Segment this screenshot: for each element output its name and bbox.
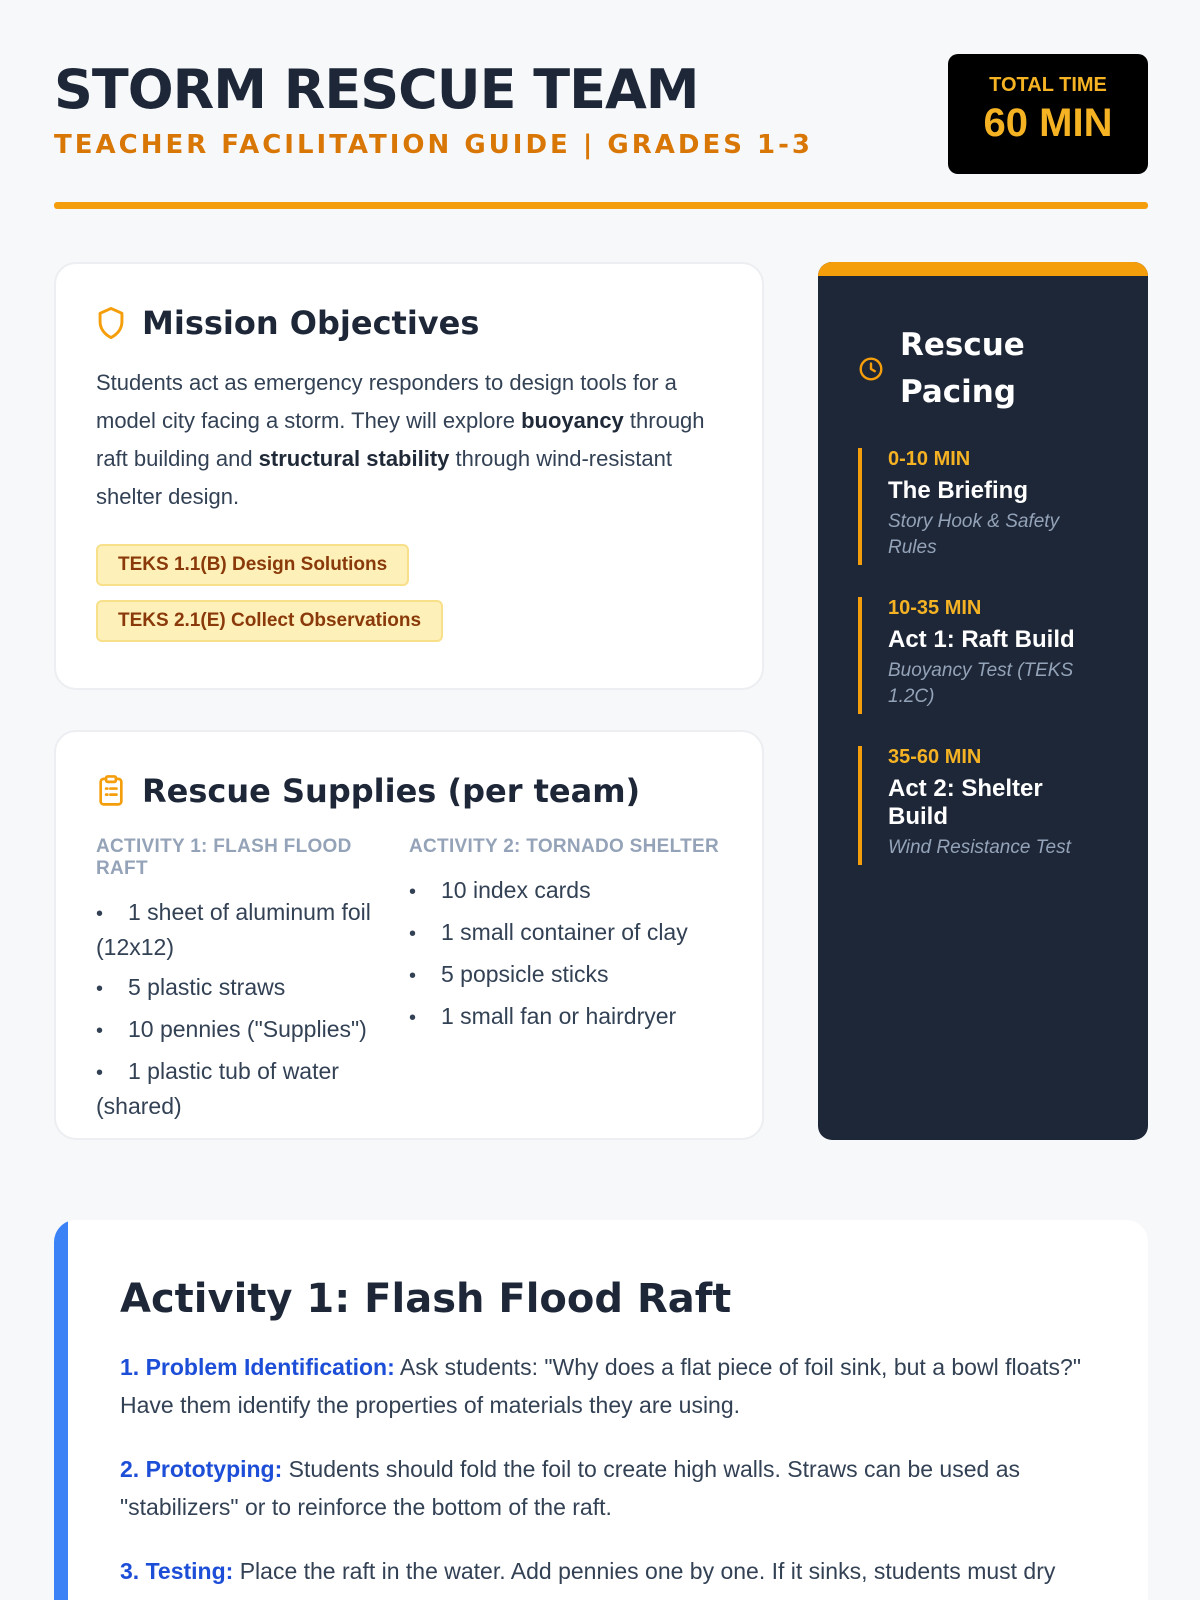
mission-objectives-card <box>54 262 764 690</box>
activity-step-text: Students should fold the foil to create high walls. Straws can be used as "stabilizers" or to reinforce the bottom of the raft. <box>120 1456 1020 1520</box>
rescue-supplies-title: Rescue Supplies (per team) <box>142 772 641 810</box>
pacing-step <box>858 746 1108 865</box>
activity-step-label: 2. Prototyping: <box>120 1456 283 1482</box>
pacing-step <box>858 597 1108 714</box>
mission-objectives-title: Mission Objectives <box>142 304 480 342</box>
buoyancy-term: buoyancy <box>521 408 624 433</box>
list-item: • 1 small fan or hairdryer <box>409 1000 722 1035</box>
page-title: STORM RESCUE TEAM <box>54 58 699 121</box>
supplies-column-heading: ACTIVITY 1: FLASH FLOOD RAFT <box>96 836 352 879</box>
clipboard-icon <box>96 774 126 808</box>
supplies-column-raft <box>96 836 409 1130</box>
pacing-step-description: Wind Resistance Test <box>888 837 1071 858</box>
activity-step <box>120 1348 1088 1424</box>
list-item: • 10 pennies ("Supplies") <box>96 1013 409 1048</box>
rescue-supplies-heading <box>96 772 722 810</box>
page-header <box>54 52 1148 210</box>
activity-step-label: 3. Testing: <box>120 1558 234 1584</box>
pacing-step-description: Story Hook & Safety Rules <box>888 511 1060 558</box>
list-item: • 5 plastic straws <box>96 971 409 1006</box>
list-item: • 5 popsicle sticks <box>409 958 722 993</box>
structural-stability-term: structural stability <box>258 446 450 471</box>
rescue-pacing-title: Rescue Pacing <box>900 327 1025 410</box>
list-item: • 1 sheet of aluminum foil (12x12) <box>96 896 409 964</box>
header-divider <box>54 202 1148 209</box>
pacing-accent-bar <box>818 262 1148 276</box>
total-time-label: TOTAL TIME <box>989 74 1107 96</box>
supplies-column-shelter <box>409 836 722 1130</box>
pacing-step <box>858 448 1108 565</box>
page-subtitle: TEACHER FACILITATION GUIDE | GRADES 1-3 <box>54 130 813 160</box>
teks-tag: TEKS 1.1(B) Design Solutions <box>96 544 409 586</box>
mission-objectives-heading <box>96 304 722 342</box>
list-item: • 10 index cards <box>409 874 722 909</box>
activity-1-title: Activity 1: Flash Flood Raft <box>120 1276 732 1322</box>
activity-1-card <box>54 1220 1148 1600</box>
objectives-text-part: Students act as emergency responders to design tools for a model city facing a storm. They will explore <box>96 370 677 433</box>
rescue-supplies-card <box>54 730 764 1140</box>
list-item: • 1 plastic tub of water (shared) <box>96 1055 409 1123</box>
rescue-pacing-panel <box>818 262 1148 1140</box>
activity-step-text: Place the raft in the water. Add pennies one by one. If it sinks, students must dry <box>233 1558 1056 1584</box>
total-time-badge <box>948 54 1148 174</box>
supplies-column-heading: ACTIVITY 2: TORNADO SHELTER <box>409 836 720 857</box>
teks-tag: TEKS 2.1(E) Collect Observations <box>96 600 443 642</box>
activity-step <box>120 1552 1088 1590</box>
pacing-step-time: 0-10 MIN <box>888 448 971 470</box>
supplies-list <box>96 896 409 1123</box>
activity-step-text: Ask students: "Why does a flat piece of foil sink, but a bowl floats?" Have them identify the properties of materials they are using. <box>120 1354 1082 1418</box>
pacing-step-description: Buoyancy Test (TEKS 1.2C) <box>888 660 1074 707</box>
total-time-value: 60 MIN <box>983 101 1113 145</box>
supplies-list <box>409 874 722 1035</box>
shield-icon <box>96 306 126 340</box>
pacing-timeline <box>858 448 1108 865</box>
teks-tags <box>96 544 722 656</box>
activity-accent-bar <box>54 1220 68 1600</box>
mission-objectives-text <box>96 364 722 516</box>
list-item: • 1 small container of clay <box>409 916 722 951</box>
pacing-step-time: 10-35 MIN <box>888 597 982 619</box>
activity-step-label: 1. Problem Identification: <box>120 1354 395 1380</box>
activity-step <box>120 1450 1088 1526</box>
clock-icon <box>858 356 884 382</box>
objectives-text-part: through raft building and <box>96 408 705 471</box>
pacing-step-name: Act 1: Raft Build <box>888 626 1075 653</box>
pacing-step-time: 35-60 MIN <box>888 746 982 768</box>
pacing-step-name: Act 2: Shelter Build <box>888 775 1043 830</box>
rescue-pacing-heading <box>858 322 1108 416</box>
objectives-text-part: through wind-resistant shelter design. <box>96 446 672 509</box>
pacing-step-name: The Briefing <box>888 477 1029 504</box>
